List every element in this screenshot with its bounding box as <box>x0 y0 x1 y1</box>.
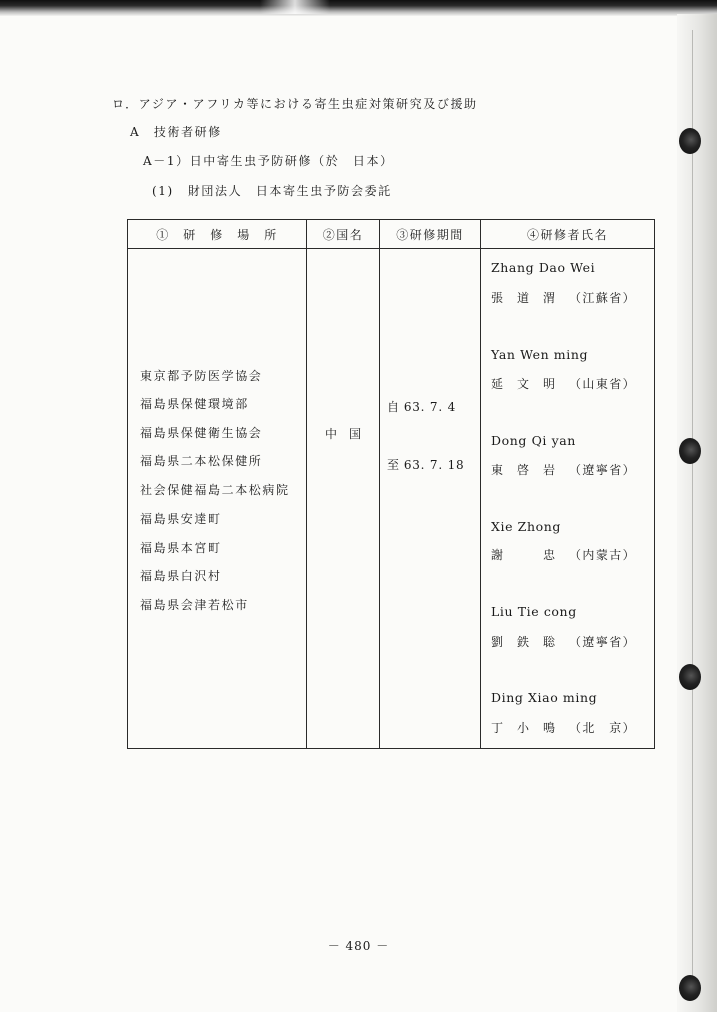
place-item: 福島県保健衛生協会 <box>140 426 263 440</box>
trainee-province: （内蒙古） <box>569 548 637 562</box>
trainee-name <box>491 546 636 563</box>
header-training-period: ③研修期間 <box>380 220 481 249</box>
binder-edge <box>677 14 717 1012</box>
country-value: 中国 <box>325 427 374 441</box>
trainee-kanji: 延文明 <box>491 377 570 391</box>
section-heading: ロ．アジア・アフリカ等における寄生虫症対策研究及び援助 <box>112 97 478 111</box>
item-text: 財団法人 日本寄生虫予防会委託 <box>187 184 392 198</box>
header-trainee-names: ④研修者氏名 <box>481 220 655 249</box>
trainee-romanized: Yan Wen ming <box>491 347 589 362</box>
period-to <box>387 456 464 473</box>
training-table <box>127 219 655 749</box>
binder-ring-icon <box>679 975 701 1001</box>
binder-ring-icon <box>679 438 701 464</box>
binder-ring-icon <box>679 128 701 154</box>
page-number: － 480 － <box>327 939 390 953</box>
trainee-romanized: Ding Xiao ming <box>491 690 598 705</box>
trainee-romanized: Zhang Dao Wei <box>491 260 596 275</box>
place-item: 福島県本宮町 <box>140 541 222 555</box>
trainee-romanized: Xie Zhong <box>491 519 561 534</box>
place-item: 福島県二本松保健所 <box>140 454 263 468</box>
trainee-province: （遼寧省） <box>569 463 637 477</box>
place-item: 福島県会津若松市 <box>140 598 249 612</box>
item-heading <box>152 184 392 198</box>
header-country: ②国名 <box>307 220 380 249</box>
binder-ring-icon <box>679 664 701 690</box>
trainee-kanji: 謝 忠 <box>491 548 570 562</box>
period-from-date: 63. 7. 4 <box>403 400 457 414</box>
period-to-label: 至 <box>387 458 400 472</box>
trainee-province: （山東省） <box>569 377 637 391</box>
scan-top-glare <box>260 0 330 14</box>
trainee-name <box>491 375 636 392</box>
place-item: 福島県白沢村 <box>140 569 222 583</box>
trainee-kanji: 丁小鳴 <box>491 721 570 735</box>
subsubsection-heading: A－1）日中寄生虫予防研修（於 日本） <box>143 154 394 168</box>
subsection-heading: A 技術者研修 <box>130 125 222 139</box>
period-from <box>387 398 456 415</box>
place-item: 東京都予防医学協会 <box>140 369 263 383</box>
scan-top-shadow <box>0 0 717 16</box>
trainees-cell <box>481 249 655 749</box>
trainee-name <box>491 719 636 736</box>
trainee-romanized: Dong Qi yan <box>491 433 576 448</box>
trainee-name <box>491 633 636 650</box>
trainee-kanji: 劉鉄聡 <box>491 635 570 649</box>
period-to-date: 63. 7. 18 <box>403 458 465 472</box>
binder-edge-line <box>692 30 693 1000</box>
place-item: 福島県安達町 <box>140 512 222 526</box>
item-number: (1) <box>152 184 174 198</box>
period-from-label: 自 <box>387 400 400 414</box>
place-item: 福島県保健環境部 <box>140 397 249 411</box>
trainee-kanji: 張道渭 <box>491 291 570 305</box>
period-cell <box>380 249 481 749</box>
table-header-row <box>128 220 655 249</box>
trainee-kanji: 東啓岩 <box>491 463 570 477</box>
trainee-province: （江蘇省） <box>569 291 637 305</box>
table-body-row <box>128 249 655 749</box>
trainee-romanized: Liu Tie cong <box>491 604 577 619</box>
country-cell <box>307 249 380 749</box>
trainee-province: （遼寧省） <box>569 635 637 649</box>
trainee-name <box>491 289 636 306</box>
trainee-name <box>491 461 636 478</box>
trainee-province: （北 京） <box>569 721 637 735</box>
training-places-cell <box>128 249 307 749</box>
place-item: 社会保健福島二本松病院 <box>140 483 290 497</box>
header-training-place: ① 研 修 場 所 <box>128 220 307 249</box>
